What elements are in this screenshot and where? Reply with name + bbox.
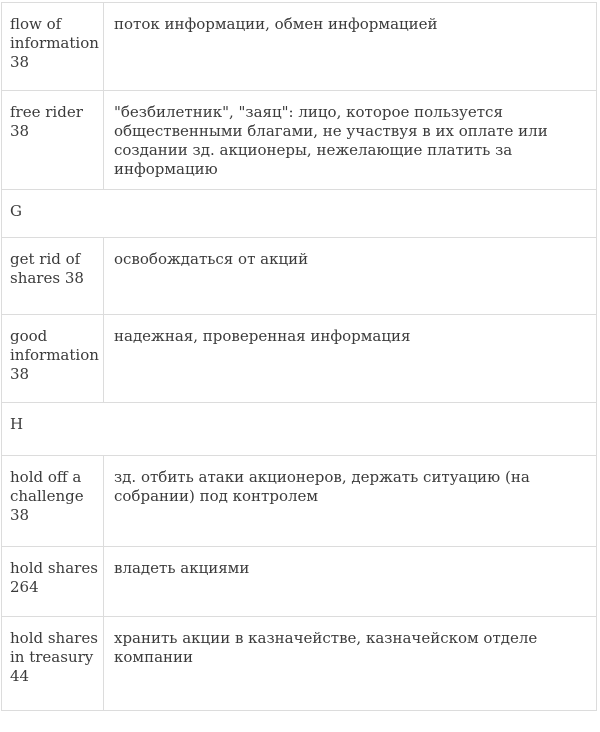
glossary-entry-row	[2, 3, 597, 91]
term-cell: hold shares in treasury 44	[2, 617, 104, 711]
definition-cell: "безбилетник", "заяц": лицо, которое пользуется общественными благами, не участвуя в их оплате или создании зд. акционеры, нежелающие платить за информацию	[104, 91, 597, 190]
glossary-entry-row	[2, 91, 597, 190]
term-cell: flow of information 38	[2, 3, 104, 91]
term-cell: get rid of shares 38	[2, 238, 104, 315]
definition-cell: надежная, проверенная информация	[104, 315, 597, 403]
glossary-entry-row	[2, 617, 597, 711]
term-cell: good information 38	[2, 315, 104, 403]
section-letter-row	[2, 190, 597, 238]
glossary-entry-row	[2, 456, 597, 547]
glossary-table-body	[2, 3, 597, 711]
glossary-entry-row	[2, 238, 597, 315]
definition-cell: зд. отбить атаки акционеров, держать ситуацию (на собрании) под контролем	[104, 456, 597, 547]
definition-cell: хранить акции в казначействе, казначейском отделе компании	[104, 617, 597, 711]
glossary-entry-row	[2, 315, 597, 403]
term-cell: hold off a challenge 38	[2, 456, 104, 547]
definition-cell: поток информации, обмен информацией	[104, 3, 597, 91]
section-letter: H	[2, 403, 597, 456]
term-cell: hold shares 264	[2, 547, 104, 617]
glossary-table	[1, 2, 597, 711]
definition-cell: владеть акциями	[104, 547, 597, 617]
section-letter: G	[2, 190, 597, 238]
definition-cell: освобождаться от акций	[104, 238, 597, 315]
section-letter-row	[2, 403, 597, 456]
term-cell: free rider 38	[2, 91, 104, 190]
glossary-entry-row	[2, 547, 597, 617]
